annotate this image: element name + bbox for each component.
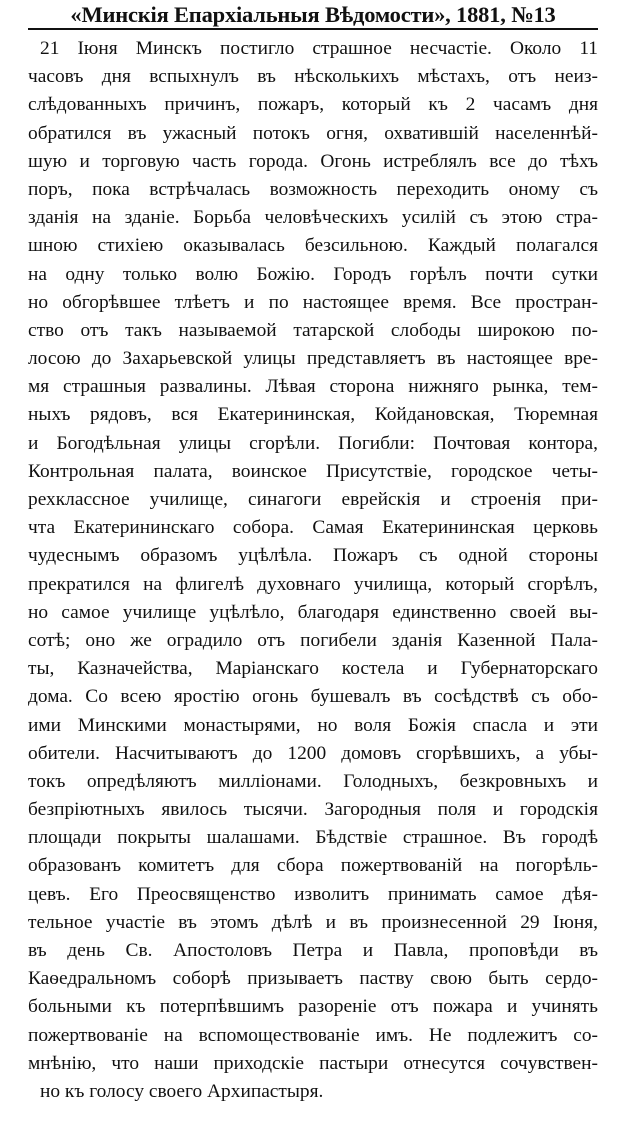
masthead-title: «Минскія Епархіальныя Вѣдомости», 1881, №13 <box>28 0 598 30</box>
article-line: рехклассное училище, синагоги еврейскія и строенія при- <box>28 489 598 510</box>
article-line: поръ, пока встрѣчалась возможность переходить оному съ <box>28 178 598 200</box>
article-line: слѣдованныхъ причинъ, пожаръ, который къ 2 часамъ дня <box>28 94 598 116</box>
article-line: безпріютныхъ явилось тысячи. Загородныя поля и городскія <box>28 799 598 821</box>
article-line: но къ голосу своего Архипастыря. <box>40 1080 324 1102</box>
article-line: но обгорѣвшее тлѣетъ и по настоящее время. Все простран- <box>28 291 598 313</box>
article-line: чта Екатерининскаго собора. Самая Екатерининская церковь <box>28 517 598 539</box>
article-line: мя страшныя развалины. Лѣвая сторона нижняго рынка, тем- <box>28 376 598 398</box>
article-line: площади покрыты шалашами. Бѣдствіе страшное. Въ городѣ <box>28 827 598 849</box>
article-line: обратился въ ужасный потокъ огня, охватившій населеннѣй- <box>28 122 598 144</box>
article-line: но самое училище уцѣлѣло, благодаря единственно своей вы- <box>28 601 598 623</box>
article-line: больными къ потерпѣвшимъ разореніе отъ пожара и учинять <box>28 996 598 1018</box>
article-line: мнѣнію, что наши приходскіе пастыри отнесутся сочувствен- <box>28 1052 598 1074</box>
article-line: ты, Казначейства, Маріанскаго костела и Губернаторскаго <box>28 658 598 680</box>
article-line: пожертвованіе на вспомоществованіе имъ. Не подлежитъ со- <box>28 1024 598 1046</box>
article-line: ныхъ рядовъ, вся Екатерининская, Койдановская, Тюремная <box>28 404 598 426</box>
article-line: 21 Іюня Минскъ постигло страшное несчастіе. Около 11 <box>40 38 598 59</box>
article-line: токъ опредѣляютъ милліонами. Голодныхъ, безкровныхъ и <box>28 770 598 792</box>
article-line: и Богодѣльная улицы сгорѣли. Погибли: Почтовая контора, <box>28 432 598 454</box>
article-line: лосою до Захарьевской улицы представляетъ въ настоящее вре- <box>28 348 598 370</box>
article-line: прекратился на флигелѣ духовнаго училища, который сгорѣлъ, <box>28 573 598 595</box>
article-line: Контрольная палата, воинское Присутствіе, городское четы- <box>28 460 598 482</box>
article-line: тельное участіе въ этомъ дѣлѣ и въ произнесенной 29 Іюня, <box>28 911 598 933</box>
article-line: часовъ дня вспыхнулъ въ нѣсколькихъ мѣстахъ, отъ неиз- <box>28 66 598 88</box>
article-line: цевъ. Его Преосвященство изволитъ принимать самое дѣя- <box>28 883 598 905</box>
article-line: чудеснымъ образомъ уцѣлѣла. Пожаръ съ одной стороны <box>28 545 598 567</box>
article-line: Каѳедральномъ соборѣ призываетъ паству свою быть сердо- <box>28 968 598 990</box>
article-line: обители. Насчитываютъ до 1200 домовъ сгорѣвшихъ, а убы- <box>28 742 598 764</box>
article-body <box>28 35 598 1106</box>
article-line: зданія на зданіе. Борьба человѣческихъ усилій съ этою стра- <box>28 207 598 229</box>
article-line: ими Минскими монастырями, но воля Божія спасла и эти <box>28 714 598 736</box>
article-line: сотѣ; оно же оградило отъ погибели зданія Казенной Пала- <box>28 629 598 651</box>
article-line: шую и торговую часть города. Огонь истреблялъ все до тѣхъ <box>28 150 598 172</box>
article-line: ство отъ такъ называемой татарской слободы широкою по- <box>28 319 598 341</box>
article-line: на одну только волю Божію. Городъ горѣлъ почти сутки <box>28 263 598 285</box>
article-line: образованъ комитетъ для сбора пожертвованій на погорѣль- <box>28 855 598 877</box>
article-line: въ день Св. Апостоловъ Петра и Павла, проповѣди въ <box>28 940 598 961</box>
article-line: дома. Со всею яростію огонь бушевалъ въ сосѣдствѣ съ обо- <box>28 686 598 708</box>
article-line: шною стихіею оказывалась безсильною. Каждый полагался <box>28 235 598 257</box>
